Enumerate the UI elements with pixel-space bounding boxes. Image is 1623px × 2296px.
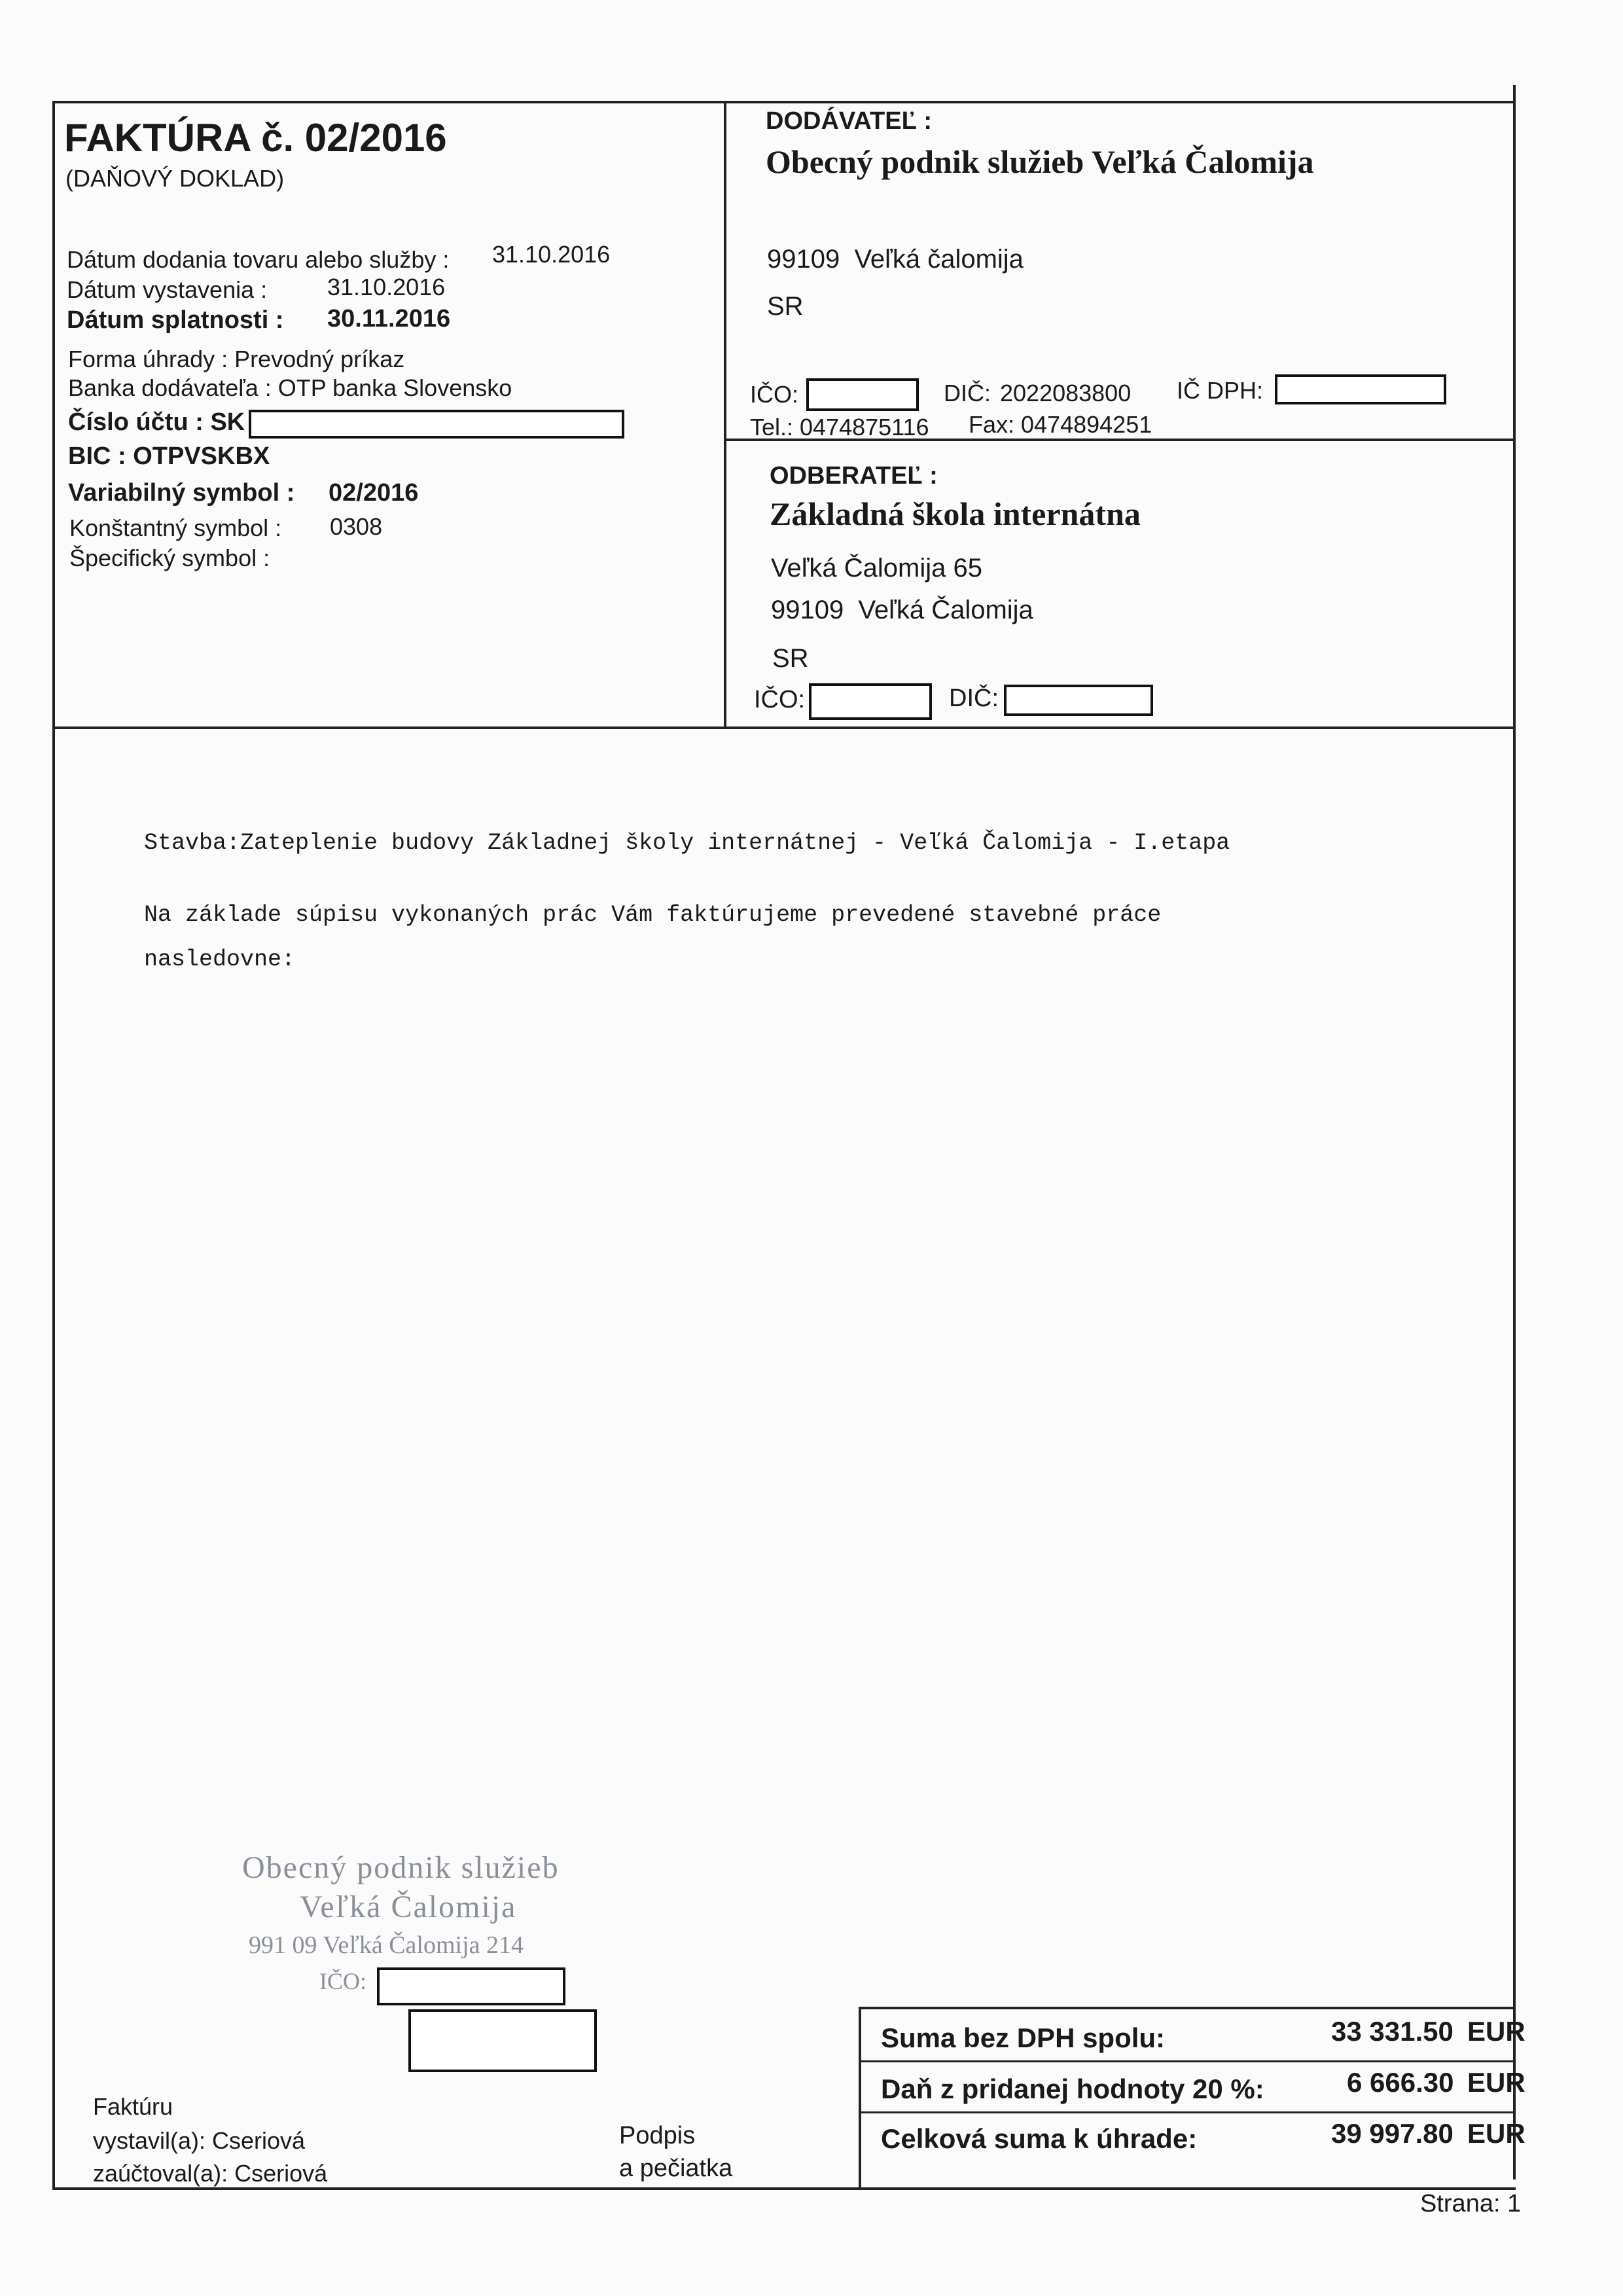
- constant-symbol-label: Konštantný symbol :: [69, 514, 282, 541]
- signature-label-2: a pečiatka: [619, 2155, 733, 2182]
- signature-label-1: Podpis: [619, 2122, 696, 2149]
- signature-redaction: [408, 2009, 597, 2072]
- construction-description: Stavba:Zateplenie budovy Základnej školy internátnej - Veľká Čalomija - I.etapa: [144, 830, 1230, 856]
- account-number-redaction: [249, 410, 624, 439]
- header-bottom-border: [52, 726, 1516, 729]
- supplier-icdph-label: IČ DPH:: [1177, 377, 1264, 404]
- customer-street: Veľká Čalomija 65: [771, 554, 982, 583]
- due-date-label: Dátum splatnosti :: [67, 306, 284, 334]
- totals-left-border: [859, 2007, 861, 2189]
- invoice-intro-text-cont: nasledovne:: [144, 946, 296, 973]
- stamp-line-3: 991 09 Veľká Čalomija 214: [249, 1931, 524, 1959]
- supplier-address: 99109 Veľká čalomija: [767, 245, 1024, 274]
- page-number: Strana: 1: [1420, 2190, 1522, 2217]
- supplier-dic-label: DIČ:: [944, 380, 991, 406]
- supplier-name: Obecný podnik služieb Veľká Čalomija: [766, 143, 1314, 180]
- customer-heading: ODBERATEĽ :: [770, 462, 938, 490]
- totals-row-divider-1: [859, 2060, 1516, 2062]
- totals-top-border: [859, 2007, 1516, 2009]
- due-date-value: 30.11.2016: [327, 305, 451, 332]
- customer-city: 99109 Veľká Čalomija: [771, 596, 1033, 624]
- footer-issued-by: vystavil(a): Cseriová: [93, 2127, 306, 2154]
- supplier-icdph-redaction: [1275, 374, 1446, 404]
- stamp-line-2: Veľká Čalomija: [300, 1890, 517, 1924]
- subtotal-label: Suma bez DPH spolu:: [881, 2022, 1166, 2053]
- issue-date-value: 31.10.2016: [327, 274, 446, 300]
- subtotal-currency: EUR: [1467, 2016, 1525, 2047]
- customer-dic-label: DIČ:: [949, 685, 999, 712]
- supplier-ico-label: IČO:: [750, 381, 799, 408]
- payment-form: Forma úhrady : Prevodný príkaz: [68, 346, 405, 372]
- issue-date-label: Dátum vystavenia :: [67, 276, 268, 303]
- supplier-country: SR: [767, 292, 804, 321]
- customer-country: SR: [772, 644, 809, 673]
- variable-symbol-value: 02/2016: [329, 479, 419, 507]
- customer-dic-redaction: [1004, 685, 1153, 716]
- vat-currency: EUR: [1467, 2067, 1525, 2098]
- constant-symbol-value: 0308: [330, 513, 383, 540]
- invoice-intro-text: Na základe súpisu vykonaných prác Vám faktúrujeme prevedené stavebné práce: [144, 902, 1162, 928]
- frame-top-border: [52, 101, 1516, 103]
- stamp-ico-label: IČO:: [319, 1968, 366, 1994]
- customer-name: Základná škola internátna: [770, 495, 1141, 532]
- supplier-tel: Tel.: 0474875116: [750, 414, 929, 440]
- frame-left-border: [52, 101, 55, 2190]
- customer-ico-label: IČO:: [754, 686, 806, 713]
- invoice-title: FAKTÚRA č. 02/2016: [64, 116, 447, 160]
- frame-right-border: [1513, 85, 1516, 2179]
- total-label: Celková suma k úhrade:: [881, 2123, 1198, 2154]
- supplier-fax: Fax: 0474894251: [969, 411, 1152, 438]
- vat-value: 6 666.30: [1347, 2067, 1454, 2098]
- supplier-dic-value: 2022083800: [1000, 380, 1132, 406]
- bic-code: BIC : OTPVSKBX: [68, 442, 270, 470]
- stamp-ico-redaction: [377, 1967, 565, 2005]
- supplier-ico-redaction: [806, 378, 919, 411]
- supplier-bank: Banka dodávateľa : OTP banka Slovensko: [68, 374, 512, 401]
- delivery-date-label: Dátum dodania tovaru alebo služby :: [67, 246, 450, 273]
- invoice-subtitle: (DAŇOVÝ DOKLAD): [65, 165, 285, 192]
- subtotal-value: 33 331.50: [1331, 2016, 1454, 2047]
- frame-bottom-border: [52, 2187, 1516, 2190]
- totals-row-divider-2: [859, 2111, 1516, 2113]
- stamp-line-1: Obecný podnik služieb: [242, 1850, 560, 1885]
- delivery-date-value: 31.10.2016: [492, 241, 611, 268]
- account-number-label: Číslo účtu : SK: [68, 408, 245, 436]
- total-currency: EUR: [1467, 2118, 1525, 2149]
- footer-invoice-label: Faktúru: [93, 2093, 173, 2120]
- total-value: 39 997.80: [1331, 2118, 1454, 2149]
- variable-symbol-label: Variabilný symbol :: [68, 479, 295, 507]
- vat-label: Daň z pridanej hodnoty 20 %:: [881, 2073, 1264, 2104]
- header-vertical-divider: [724, 101, 726, 729]
- supplier-heading: DODÁVATEĽ :: [766, 107, 933, 135]
- customer-ico-redaction: [809, 683, 932, 720]
- footer-booked-by: zaúčtoval(a): Cseriová: [93, 2160, 328, 2187]
- specific-symbol-label: Špecifický symbol :: [69, 545, 270, 571]
